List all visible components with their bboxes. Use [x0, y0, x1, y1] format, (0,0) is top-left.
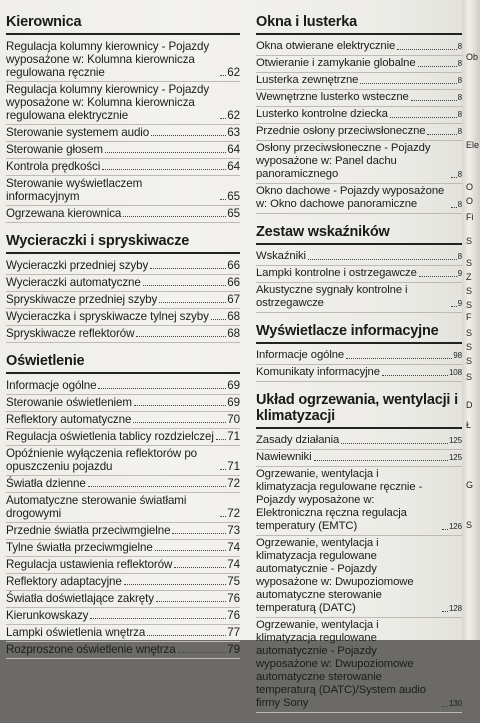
toc-entry[interactable]: [6, 523, 240, 540]
edge-text-fragment: S: [466, 356, 473, 366]
toc-entry-text: Światła doświetlające zakręty: [6, 592, 154, 605]
toc-entry-page: 8: [457, 110, 462, 119]
toc-entry-page: 62: [227, 109, 240, 122]
toc-entry[interactable]: [256, 184, 462, 214]
toc-entry[interactable]: [6, 125, 240, 142]
toc-entry[interactable]: [6, 206, 240, 223]
toc-entry[interactable]: [6, 39, 240, 82]
leader-dots: [143, 285, 227, 286]
toc-entry-page: 8: [457, 59, 462, 68]
toc-entry-text: Akustyczne sygnały kontrolne i ostrzegawcze: [256, 284, 408, 309]
toc-entry-page: 8: [457, 200, 462, 209]
toc-entry-page: 67: [227, 293, 240, 306]
toc-entry-page: 69: [227, 396, 240, 409]
leader-dots: [427, 134, 456, 135]
toc-entry-page: 72: [227, 477, 240, 490]
edge-text-fragment: Ele: [466, 140, 480, 150]
leader-dots: [178, 652, 227, 653]
toc-entry-page: 64: [227, 160, 240, 173]
toc-entry-page: 71: [227, 460, 240, 473]
toc-entry-text: Regulacja kolumny kierownicy - Pojazdy wyposażone w: Kolumna kierownicza regulowana ręcznie: [6, 40, 210, 79]
toc-entry-page: 65: [227, 207, 240, 220]
edge-text-fragment: F: [466, 312, 472, 322]
toc-entry-text: Wycieraczka i spryskiwacze tylnej szyby: [6, 310, 209, 323]
toc-entry-page: 8: [457, 93, 462, 102]
toc-entry-text: Sterowanie oświetleniem: [6, 396, 132, 409]
leader-dots: [220, 75, 226, 76]
toc-entry-text: Spryskiwacze reflektorów: [6, 327, 135, 340]
section-title: Układ ogrzewania, wentylacji i klimatyzacji: [256, 392, 462, 429]
leader-dots: [411, 100, 457, 101]
toc-entry-page: 9: [457, 269, 462, 278]
toc-entry[interactable]: [256, 56, 462, 73]
toc-entry[interactable]: [6, 292, 240, 309]
toc-entry[interactable]: [256, 536, 462, 618]
leader-dots: [220, 199, 226, 200]
leader-dots: [124, 584, 227, 585]
toc-entry-text: Kierunkowskazy: [6, 609, 89, 622]
leader-dots: [451, 306, 457, 307]
toc-entry[interactable]: [6, 142, 240, 159]
toc-entry[interactable]: [256, 141, 462, 184]
edge-text-fragment: Fi: [466, 212, 474, 222]
toc-entry-text: Regulacja kolumny kierownicy - Pojazdy wyposażone w: Kolumna kierownicza regulowana elektrycznie: [6, 83, 210, 122]
toc-entry[interactable]: [6, 625, 240, 642]
left-column: [6, 14, 240, 669]
toc-entry-text: Przednie osłony przeciwsłoneczne: [256, 125, 426, 137]
section-title: Okna i lusterka: [256, 14, 462, 35]
toc-entry-text: Okno dachowe - Pojazdy wyposażone w: Okno dachowe panoramiczne: [256, 185, 445, 210]
edge-text-fragment: G: [466, 480, 474, 490]
toc-entry-text: Regulacja ustawienia reflektorów: [6, 558, 173, 571]
toc-entry-page: 128: [448, 604, 462, 613]
leader-dots: [418, 66, 457, 67]
toc-entry-page: 62: [227, 66, 240, 79]
edge-text-fragment: S: [466, 236, 473, 246]
toc-entry-page: 8: [457, 42, 462, 51]
toc-section: [256, 224, 462, 313]
toc-entry-page: 108: [448, 368, 462, 377]
toc-entry-page: 76: [227, 609, 240, 622]
leader-dots: [98, 388, 226, 389]
toc-entry[interactable]: [6, 557, 240, 574]
leader-dots: [308, 259, 457, 260]
toc-entry[interactable]: [256, 107, 462, 124]
toc-entry-page: 65: [227, 190, 240, 203]
toc-section: [6, 14, 240, 223]
leader-dots: [220, 516, 226, 517]
toc-entry[interactable]: [6, 429, 240, 446]
toc-entry-text: Opóźnienie wyłączenia reflektorów po opuszczeniu pojazdu: [6, 447, 198, 473]
toc-entry-text: Nawiewniki: [256, 451, 312, 463]
toc-entry[interactable]: [256, 90, 462, 107]
leader-dots: [150, 268, 226, 269]
toc-entry-text: Informacje ogólne: [6, 379, 97, 392]
toc-entry-page: 77: [227, 626, 240, 639]
leader-dots: [451, 207, 457, 208]
toc-entry-page: 130: [448, 699, 462, 708]
leader-dots: [346, 358, 452, 359]
toc-entry-page: 66: [227, 259, 240, 272]
toc-entry[interactable]: [256, 365, 462, 382]
toc-section: [256, 14, 462, 214]
toc-entry-page: 125: [448, 453, 462, 462]
edge-text-fragment: D: [466, 400, 473, 410]
toc-entry-page: 74: [227, 558, 240, 571]
leader-dots: [390, 117, 457, 118]
edge-text-fragment: Ł: [466, 420, 472, 430]
leader-dots: [147, 635, 226, 636]
right-column: [256, 14, 462, 723]
toc-entry[interactable]: [6, 540, 240, 557]
leader-dots: [220, 118, 226, 119]
leader-dots: [382, 375, 448, 376]
toc-entry[interactable]: [256, 450, 462, 467]
toc-entry-page: 98: [453, 351, 462, 360]
toc-entry[interactable]: [6, 412, 240, 429]
toc-entry-text: Lusterko kontrolne dziecka: [256, 108, 388, 120]
toc-entry-page: 68: [227, 327, 240, 340]
toc-entry[interactable]: [6, 309, 240, 326]
toc-entry-text: Okna otwierane elektrycznie: [256, 40, 396, 52]
toc-entry[interactable]: [6, 275, 240, 292]
toc-entry[interactable]: [6, 378, 240, 395]
leader-dots: [216, 439, 226, 440]
toc-entry-page: 8: [457, 170, 462, 179]
section-title: Zestaw wskaźników: [256, 224, 462, 245]
toc-entry-text: Wewnętrzne lusterko wsteczne: [256, 91, 409, 103]
toc-entry[interactable]: [6, 608, 240, 625]
leader-dots: [159, 302, 226, 303]
section-title: Oświetlenie: [6, 353, 240, 374]
toc-entry-page: 126: [448, 522, 462, 531]
leader-dots: [314, 460, 448, 461]
toc-entry-text: Lampki kontrolne i ostrzegawcze: [256, 267, 417, 279]
toc-entry-page: 9: [457, 299, 462, 308]
toc-entry-text: Zasady działania: [256, 434, 340, 446]
leader-dots: [156, 601, 226, 602]
toc-entry-page: 68: [227, 310, 240, 323]
section-title: Wyświetlacze informacyjne: [256, 323, 462, 344]
toc-entry-text: Tylne światła przeciwmgielne: [6, 541, 153, 554]
toc-entry-text: Ogrzewanie, wentylacja i klimatyzacja regulowane ręcznie - Pojazdy wyposażone w: Elektroniczna ręczna regulacja temperatury (EMTC): [256, 468, 423, 532]
toc-entry-page: 125: [448, 436, 462, 445]
toc-entry-text: Ogrzewanie, wentylacja i klimatyzacja regulowane automatycznie - Pojazdy wyposażone w: Dwupoziomowe automatyczne sterowanie temperaturą (DATC): [256, 537, 414, 614]
leader-dots: [174, 567, 226, 568]
toc-section: [256, 323, 462, 382]
leader-dots: [360, 83, 456, 84]
toc-entry-text: Lusterka zewnętrzne: [256, 74, 359, 86]
edge-text-fragment: S: [466, 258, 473, 268]
toc-entry[interactable]: [6, 395, 240, 412]
toc-section: [6, 353, 240, 659]
leader-dots: [451, 177, 457, 178]
toc-entry[interactable]: [6, 642, 240, 659]
leader-dots: [442, 706, 448, 707]
edge-text-fragment: Ob: [466, 52, 479, 62]
toc-entry[interactable]: [256, 266, 462, 283]
toc-entry[interactable]: [6, 493, 240, 523]
toc-entry-page: 72: [227, 507, 240, 520]
edge-text-fragment: S: [466, 286, 473, 296]
toc-entry-page: 69: [227, 379, 240, 392]
toc-entry[interactable]: [6, 176, 240, 206]
leader-dots: [88, 486, 227, 487]
leader-dots: [134, 405, 226, 406]
toc-entry-text: Komunikaty informacyjne: [256, 366, 380, 378]
toc-entry-page: 73: [227, 524, 240, 537]
toc-entry[interactable]: [256, 39, 462, 56]
leader-dots: [136, 336, 226, 337]
toc-entry[interactable]: [256, 124, 462, 141]
toc-entry-page: 64: [227, 143, 240, 156]
leader-dots: [155, 550, 227, 551]
toc-entry[interactable]: [256, 618, 462, 713]
toc-entry-text: Sterowanie systemem audio: [6, 126, 150, 139]
section-title: Kierownica: [6, 14, 240, 35]
toc-entry[interactable]: [256, 283, 462, 313]
edge-text-fragment: Z: [466, 272, 472, 282]
toc-entry-page: 63: [227, 126, 240, 139]
toc-entry-text: Sterowanie wyświetlaczem informacyjnym: [6, 177, 143, 203]
toc-entry-text: Wycieraczki przedniej szyby: [6, 259, 149, 272]
toc-entry-page: 8: [457, 127, 462, 136]
edge-text-fragment: O: [466, 182, 474, 192]
adjacent-page-edge: [462, 0, 480, 640]
toc-entry[interactable]: [256, 433, 462, 450]
toc-entry-text: Regulacja oświetlenia tablicy rozdzielczej: [6, 430, 214, 443]
toc-entry-page: 71: [227, 430, 240, 443]
toc-entry[interactable]: [256, 249, 462, 266]
toc-entry-text: Informacje ogólne: [256, 349, 345, 361]
toc-entry-text: Przednie światła przeciwmgielne: [6, 524, 171, 537]
edge-text-fragment: S: [466, 372, 473, 382]
toc-entry-page: 70: [227, 413, 240, 426]
toc-entry-text: Otwieranie i zamykanie globalne: [256, 57, 416, 69]
leader-dots: [442, 529, 448, 530]
toc-entry[interactable]: [6, 258, 240, 275]
toc-entry-text: Reflektory automatyczne: [6, 413, 132, 426]
toc-entry-text: Rozproszone oświetlenie wnętrza: [6, 643, 176, 656]
section-title: Wycieraczki i spryskiwacze: [6, 233, 240, 254]
toc-entry-text: Spryskiwacze przedniej szyby: [6, 293, 158, 306]
edge-text-fragment: S: [466, 328, 473, 338]
leader-dots: [419, 276, 457, 277]
toc-entry-text: Ogrzewana kierownica: [6, 207, 122, 220]
toc-entry[interactable]: [6, 476, 240, 493]
toc-section: [256, 392, 462, 713]
edge-text-fragment: S: [466, 520, 473, 530]
toc-entry-page: 79: [227, 643, 240, 656]
toc-entry[interactable]: [6, 574, 240, 591]
edge-text-fragment: S: [466, 300, 473, 310]
toc-entry-text: Lampki oświetlenia wnętrza: [6, 626, 146, 639]
leader-dots: [220, 469, 226, 470]
toc-section: [6, 233, 240, 343]
toc-entry[interactable]: [256, 73, 462, 90]
toc-entry-page: 8: [457, 76, 462, 85]
toc-entry[interactable]: [6, 446, 240, 476]
toc-entry-text: Osłony przeciwsłoneczne - Pojazdy wyposażone w: Panel dachu panoramicznego: [256, 142, 431, 180]
leader-dots: [123, 216, 226, 217]
toc-entry-text: Ogrzewanie, wentylacja i klimatyzacja regulowane automatycznie - Pojazdy wyposażone w: Dwupoziomowe automatyczne sterowanie temperaturą (DATC)/System audio firmy Sony: [256, 619, 426, 709]
leader-dots: [172, 533, 226, 534]
edge-text-fragment: O: [466, 196, 474, 206]
toc-entry-text: Reflektory adaptacyjne: [6, 575, 122, 588]
toc-entry-text: Wskaźniki: [256, 250, 306, 262]
toc-entry[interactable]: [6, 591, 240, 608]
toc-entry-page: 76: [227, 592, 240, 605]
leader-dots: [397, 49, 456, 50]
toc-entry-page: 75: [227, 575, 240, 588]
toc-entry[interactable]: [256, 467, 462, 536]
toc-entry-page: 8: [457, 252, 462, 261]
leader-dots: [442, 611, 448, 612]
toc-entry[interactable]: [256, 348, 462, 365]
leader-dots: [341, 443, 448, 444]
leader-dots: [151, 135, 226, 136]
toc-entry-text: Sterowanie głosem: [6, 143, 103, 156]
leader-dots: [90, 618, 226, 619]
toc-entry-page: 74: [227, 541, 240, 554]
toc-entry-text: Światła dzienne: [6, 477, 86, 490]
toc-entry-text: Automatyczne sterowanie światłami drogowymi: [6, 494, 187, 520]
toc-entry[interactable]: [6, 326, 240, 343]
edge-text-fragment: S: [466, 342, 473, 352]
leader-dots: [102, 169, 226, 170]
toc-entry-text: Kontrola prędkości: [6, 160, 101, 173]
toc-entry[interactable]: [6, 82, 240, 125]
toc-entry[interactable]: [6, 159, 240, 176]
leader-dots: [133, 422, 226, 423]
toc-entry-text: Wycieraczki automatyczne: [6, 276, 141, 289]
leader-dots: [211, 319, 226, 320]
leader-dots: [105, 152, 226, 153]
toc-entry-page: 66: [227, 276, 240, 289]
